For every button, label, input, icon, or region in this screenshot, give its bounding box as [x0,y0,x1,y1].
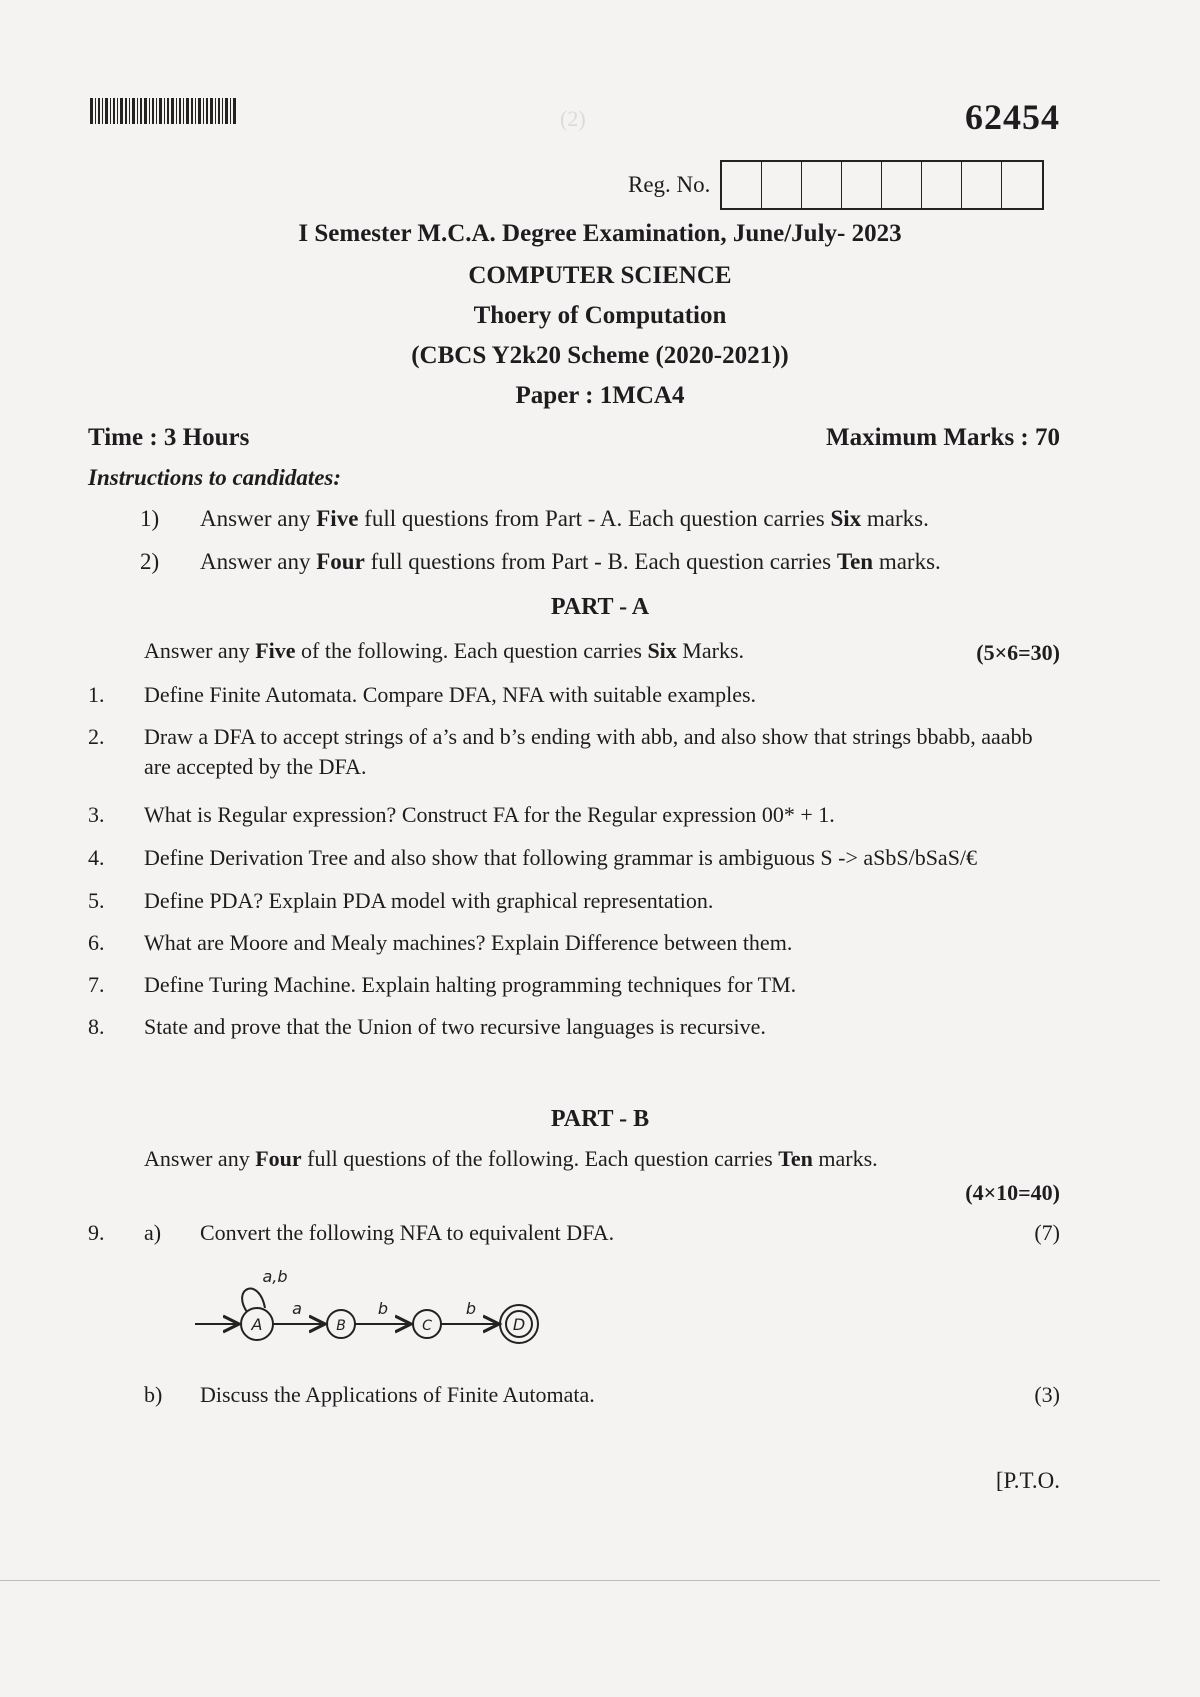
reg-no-digit-box[interactable] [802,162,842,208]
intro-text: Answer any [144,638,256,663]
question-item [88,680,1060,710]
paper-code: 62454 [965,97,1060,137]
self-loop-label: a,b [262,1267,288,1286]
question-text: Define Turing Machine. Explain halting programming techniques for TM. [144,972,797,997]
instructions-title: Instructions to candidates: [88,465,342,490]
part-b-intro [144,1146,1060,1172]
instruction-emphasis: Four [316,549,365,574]
question-text: What is Regular expression? Construct FA for the Regular expression 00* + 1. [144,802,835,827]
reg-no-digit-box[interactable] [722,162,762,208]
instruction-text: full questions from Part - B. Each question carries [364,549,837,574]
question-number: 6. [88,930,105,955]
question-text: What are Moore and Mealy machines? Explain Difference between them. [144,930,793,955]
question-item [88,843,1060,873]
part-b-marks: (4×10=40) [965,1180,1060,1205]
reg-no-digit-box[interactable] [882,162,922,208]
question-text: State and prove that the Union of two recursive languages is recursive. [144,1014,766,1039]
state-c-label: C [422,1318,432,1334]
question-text: Draw a DFA to accept strings of a’s and b’s ending with abb, and also show that strings bbabb, aaabb are accepted by the DFA. [144,724,1033,779]
sub-question-label: b) [144,1382,163,1407]
intro-emphasis: Five [255,638,296,663]
instruction-text: marks. [861,506,929,531]
question-number: 8. [88,1014,105,1039]
question-item [88,886,1060,916]
instruction-text: full questions from Part - A. Each question carries [358,506,831,531]
question-number: 1. [88,682,105,707]
instruction-number: 2) [140,549,160,574]
course-title: Thoery of Computation [473,302,727,329]
max-marks-label: Maximum Marks : 70 [826,424,1060,451]
state-b-label: B [336,1318,346,1334]
question-text: Convert the following NFA to equivalent DFA. [200,1220,615,1245]
exam-title: I Semester M.C.A. Degree Examination, June/July- 2023 [298,220,902,247]
question-number: 2. [88,724,105,749]
instruction-emphasis: Five [316,506,359,531]
instruction-emphasis: Ten [836,549,874,574]
transition-b-label: b [377,1299,389,1318]
question-number: 3. [88,802,105,827]
scheme-title: (CBCS Y2k20 Scheme (2020-2021)) [411,342,789,369]
part-a-marks: (5×6=30) [976,640,1060,665]
question-number: 7. [88,972,105,997]
instruction-text: Answer any [200,506,317,531]
sub-question-label: a) [144,1220,162,1245]
part-b-heading: PART - B [550,1106,650,1132]
reg-no-digit-box[interactable] [1002,162,1042,208]
paper-title: Paper : 1MCA4 [515,382,685,409]
question-number: 4. [88,845,105,870]
reg-no-digit-box[interactable] [762,162,802,208]
question-item [88,722,1060,782]
question-number: 9. [88,1220,105,1245]
instruction-text: Answer any [200,549,317,574]
intro-emphasis: Ten [778,1146,813,1171]
question-marks: (3) [1034,1382,1060,1407]
question-text: Define Derivation Tree and also show that following grammar is ambiguous S -> aSbS/bSaS/€ [144,845,978,870]
state-d-label: D [512,1315,526,1334]
intro-emphasis: Six [647,638,677,663]
subject-title: COMPUTER SCIENCE [468,262,732,289]
part-a-heading: PART - A [550,594,650,620]
instruction-item [140,549,941,575]
question-text: Define Finite Automata. Compare DFA, NFA with suitable examples. [144,682,757,707]
instruction-item [140,506,929,532]
intro-emphasis: Four [255,1146,302,1171]
bottom-rule [0,1580,1160,1581]
intro-text: Marks. [676,638,745,663]
question-9b [88,1380,1060,1410]
transition-c-label: b [465,1299,477,1318]
intro-text: Answer any [144,1146,256,1171]
reg-no-digit-box[interactable] [842,162,882,208]
bleed-through-mark: (2) [560,106,586,131]
reg-no-boxes[interactable] [720,160,1044,210]
question-text: Discuss the Applications of Finite Automata. [200,1382,595,1407]
reg-no-digit-box[interactable] [922,162,962,208]
intro-text: of the following. Each question carries [295,638,648,663]
time-label: Time : 3 Hours [88,424,250,451]
question-item [88,928,1060,958]
question-number: 5. [88,888,105,913]
question-9a [88,1218,1060,1248]
nfa-diagram [195,1262,615,1348]
state-a-label: A [251,1315,263,1334]
reg-no-digit-box[interactable] [962,162,1002,208]
reg-no-label: Reg. No. [628,172,711,197]
instruction-text: marks. [873,549,941,574]
question-item [88,800,1060,830]
intro-text: marks. [812,1146,878,1171]
instruction-emphasis: Six [830,506,862,531]
question-item [88,970,1060,1000]
question-marks: (7) [1034,1220,1060,1245]
part-a-intro [144,638,1060,664]
pto-label: [P.T.O. [995,1468,1060,1493]
reg-no-field[interactable] [628,160,1044,210]
intro-text: full questions of the following. Each question carries [301,1146,779,1171]
question-item [88,1012,1060,1042]
question-text: Define PDA? Explain PDA model with graphical representation. [144,888,714,913]
transition-a-label: a [292,1299,302,1318]
barcode [90,98,238,124]
instruction-number: 1) [140,506,160,531]
